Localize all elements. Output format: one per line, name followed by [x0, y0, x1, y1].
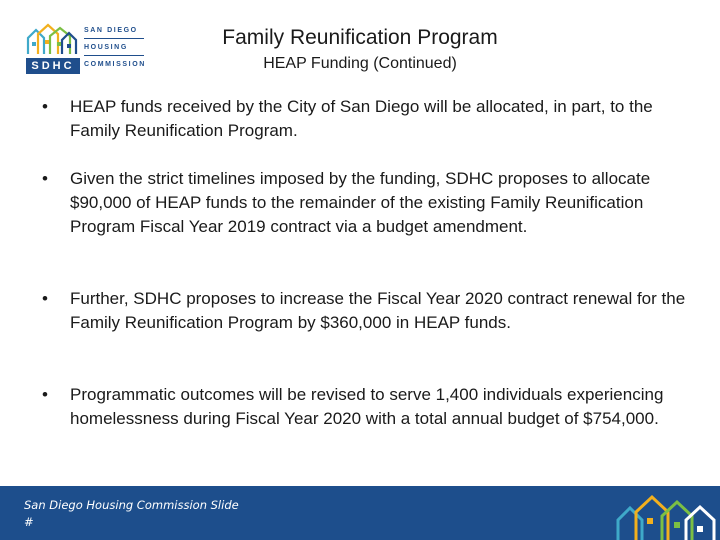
logo-line-2: HOUSING: [84, 44, 128, 51]
bullet-item: [30, 167, 690, 267]
bullet-marker: •: [42, 169, 48, 188]
logo-line-3: COMMISSION: [84, 61, 146, 68]
footer-text-block: [24, 497, 264, 531]
slide-subtitle: HEAP Funding (Continued): [263, 55, 457, 72]
bullet-item: [30, 95, 690, 147]
bullet-item: [30, 287, 690, 363]
slide-title: Family Reunification Program: [222, 26, 498, 49]
footer-houses-icon: [610, 486, 720, 540]
logo-abbrev: SDHC: [31, 60, 75, 72]
logo-divider: [84, 55, 144, 58]
bullet-text: Programmatic outcomes will be revised to serve 1,400 individuals experiencing homelessness during Fiscal Year 2020 with a total annual budget of $754,000.: [70, 385, 664, 428]
bullet-marker: •: [42, 97, 48, 116]
bullet-item: [30, 383, 690, 459]
slide-footer: [0, 486, 720, 540]
footer-label: San Diego Housing Commission Slide: [24, 498, 239, 512]
bullet-text: HEAP funds received by the City of San Diego will be allocated, in part, to the Family Reunification Program.: [70, 97, 653, 140]
slide-number: #: [24, 515, 34, 529]
logo-divider: [84, 38, 144, 41]
sdhc-logo: [24, 20, 150, 76]
bullet-text: Further, SDHC proposes to increase the Fiscal Year 2020 contract renewal for the Family Reunification Program by $360,000 in HEAP funds.: [70, 289, 686, 332]
bullet-list: [30, 95, 690, 459]
bullet-marker: •: [42, 289, 48, 308]
logo-line-1: SAN DIEGO: [84, 27, 138, 34]
logo-wordmark: [84, 26, 148, 70]
bullet-marker: •: [42, 385, 48, 404]
bullet-text: Given the strict timelines imposed by the funding, SDHC proposes to allocate $90,000 of HEAP funds to the remainder of the existing Family Reunification Program Fiscal Year 2019 contract via a budget amendment.: [70, 169, 651, 236]
